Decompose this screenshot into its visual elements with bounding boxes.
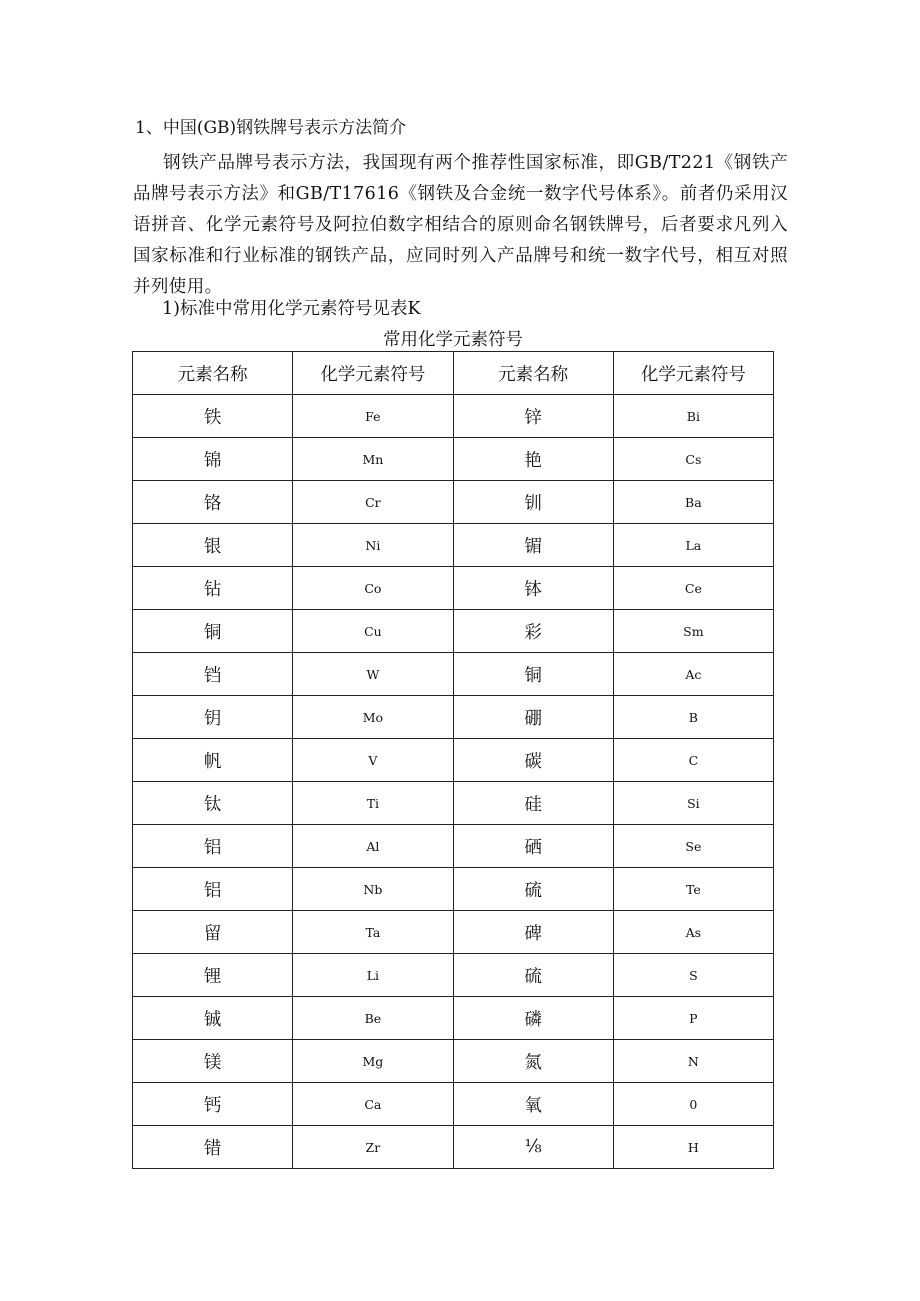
table-row (133, 782, 774, 825)
element-symbol-table (132, 351, 774, 1169)
header-element-name: 元素名称 (133, 352, 293, 395)
element-symbol-cell: Be (293, 997, 453, 1040)
element-name-cell: 彩 (453, 610, 613, 653)
element-symbol-cell: 0 (613, 1083, 773, 1126)
table-row (133, 997, 774, 1040)
table-row (133, 911, 774, 954)
element-name-cell: 氧 (453, 1083, 613, 1126)
element-name-cell: 钙 (133, 1083, 293, 1126)
element-name-cell: 钥 (133, 696, 293, 739)
element-symbol-cell: Ni (293, 524, 453, 567)
element-symbol-cell: B (613, 696, 773, 739)
element-symbol-cell: Ta (293, 911, 453, 954)
table-row (133, 1040, 774, 1083)
table-row (133, 825, 774, 868)
element-name-cell: 铖 (133, 997, 293, 1040)
header-element-name: 元素名称 (453, 352, 613, 395)
element-name-cell: 银 (133, 524, 293, 567)
element-symbol-cell: Zr (293, 1126, 453, 1169)
element-symbol-cell: Bi (613, 395, 773, 438)
element-symbol-cell: H (613, 1126, 773, 1169)
element-name-cell: ⅛ (453, 1126, 613, 1169)
table-row (133, 481, 774, 524)
element-name-cell: 铝 (133, 825, 293, 868)
element-symbol-cell: P (613, 997, 773, 1040)
element-symbol-cell: Al (293, 825, 453, 868)
element-symbol-cell: Cu (293, 610, 453, 653)
element-name-cell: 铜 (453, 653, 613, 696)
element-name-cell: 钻 (133, 567, 293, 610)
element-name-cell: 钏 (453, 481, 613, 524)
table-row (133, 1126, 774, 1169)
intro-paragraph: 钢铁产品牌号表示方法，我国现有两个推荐性国家标准，即GB/T221《钢铁产品牌号表示方法》和GB/T17616《钢铁及合金统一数字代号体系》。前者仍采用汉语拼音、化学元素符号及阿拉伯数字相结合的原则命名钢铁牌号，后者要求凡列入国家标准和行业标准的钢铁产品，应同时列入产品牌号和统一数字代号，相互对照并列使用。 (133, 153, 788, 297)
header-element-symbol: 化学元素符号 (613, 352, 773, 395)
table-row (133, 1083, 774, 1126)
element-name-cell: 磷 (453, 997, 613, 1040)
element-symbol-cell: Sm (613, 610, 773, 653)
table-row (133, 653, 774, 696)
element-symbol-cell: Co (293, 567, 453, 610)
element-symbol-cell: Fe (293, 395, 453, 438)
table-body (133, 395, 774, 1169)
element-symbol-cell: Li (293, 954, 453, 997)
element-name-cell: 铁 (133, 395, 293, 438)
element-name-cell: 锂 (133, 954, 293, 997)
element-symbol-cell: N (613, 1040, 773, 1083)
element-name-cell: 锌 (453, 395, 613, 438)
element-symbol-cell: Cs (613, 438, 773, 481)
element-name-cell: 硫 (453, 868, 613, 911)
table-reference-text: 1)标准中常用化学元素符号见表K (162, 299, 421, 319)
header-element-symbol: 化学元素符号 (293, 352, 453, 395)
element-symbol-cell: La (613, 524, 773, 567)
table-row (133, 696, 774, 739)
element-name-cell: 留 (133, 911, 293, 954)
element-name-cell: 硼 (453, 696, 613, 739)
element-symbol-cell: S (613, 954, 773, 997)
element-symbol-cell: Ti (293, 782, 453, 825)
element-name-cell: 帆 (133, 739, 293, 782)
table-row (133, 438, 774, 481)
element-name-cell: 碳 (453, 739, 613, 782)
element-name-cell: 钛 (133, 782, 293, 825)
table-row (133, 395, 774, 438)
element-symbol-cell: Nb (293, 868, 453, 911)
table-header-row (133, 352, 774, 395)
table-row (133, 739, 774, 782)
element-symbol-cell: Mn (293, 438, 453, 481)
element-name-cell: 锦 (133, 438, 293, 481)
element-name-cell: 艳 (453, 438, 613, 481)
element-name-cell: 硫 (453, 954, 613, 997)
element-symbol-cell: W (293, 653, 453, 696)
element-name-cell: 错 (133, 1126, 293, 1169)
element-name-cell: 铜 (133, 610, 293, 653)
element-name-cell: 硒 (453, 825, 613, 868)
element-symbol-cell: Cr (293, 481, 453, 524)
element-name-cell: 镅 (453, 524, 613, 567)
table-row (133, 567, 774, 610)
element-symbol-cell: Ac (613, 653, 773, 696)
table-row (133, 868, 774, 911)
element-symbol-cell: Mo (293, 696, 453, 739)
element-symbol-cell: Ba (613, 481, 773, 524)
element-name-cell: 镁 (133, 1040, 293, 1083)
element-symbol-cell: Ce (613, 567, 773, 610)
element-name-cell: 铬 (133, 481, 293, 524)
table-row (133, 524, 774, 567)
element-symbol-cell: Te (613, 868, 773, 911)
element-symbol-cell: Si (613, 782, 773, 825)
element-symbol-cell: C (613, 739, 773, 782)
table-caption: 常用化学元素符号 (383, 330, 523, 350)
element-symbol-cell: Mg (293, 1040, 453, 1083)
element-symbol-cell: As (613, 911, 773, 954)
element-symbol-cell: Se (613, 825, 773, 868)
element-name-cell: 铝 (133, 868, 293, 911)
table-row (133, 954, 774, 997)
table-row (133, 610, 774, 653)
element-name-cell: 氮 (453, 1040, 613, 1083)
element-name-cell: 铛 (133, 653, 293, 696)
element-name-cell: 碑 (453, 911, 613, 954)
section-heading: 1、中国(GB)钢铁牌号表示方法简介 (135, 118, 407, 138)
element-name-cell: 钵 (453, 567, 613, 610)
element-symbol-cell: V (293, 739, 453, 782)
element-name-cell: 硅 (453, 782, 613, 825)
element-symbol-cell: Ca (293, 1083, 453, 1126)
